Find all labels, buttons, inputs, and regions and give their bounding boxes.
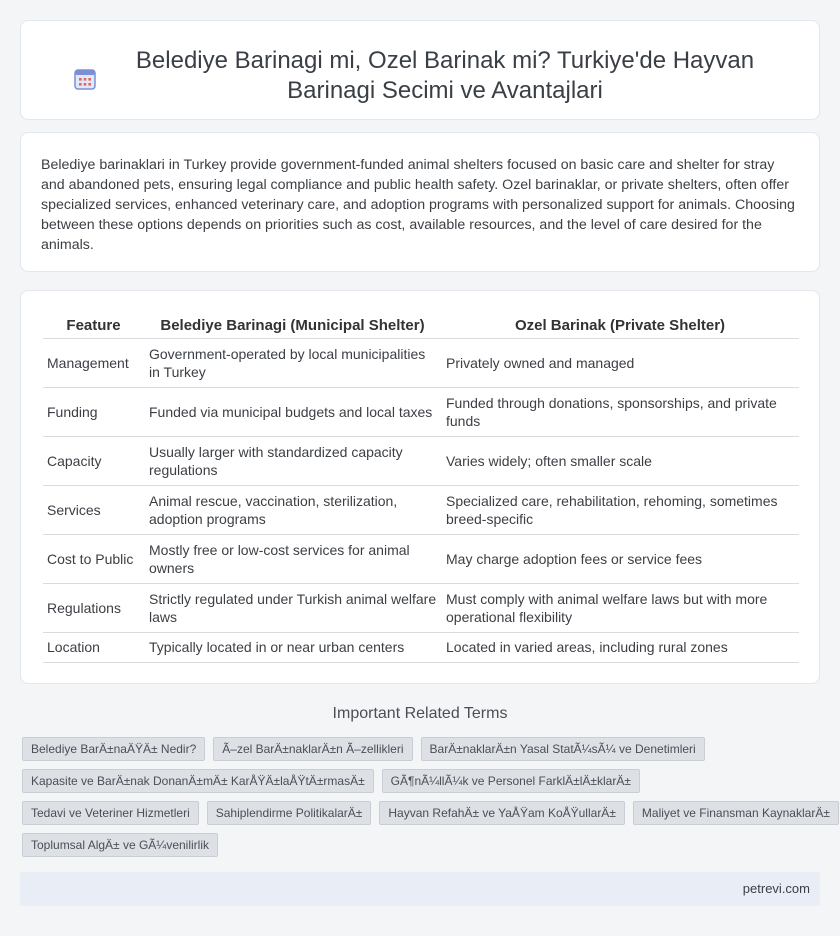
table-row — [43, 338, 799, 387]
feature-cell: Management — [43, 338, 144, 387]
related-term-tag[interactable]: Maliyet ve Finansman KaynaklarÄ± — [633, 801, 839, 825]
municipal-cell: Usually larger with standardized capacity regulations — [144, 436, 441, 485]
municipal-cell: Government-operated by local municipalities in Turkey — [144, 338, 441, 387]
feature-cell: Capacity — [43, 436, 144, 485]
feature-cell: Location — [43, 632, 144, 662]
tag-row — [22, 769, 822, 793]
private-cell: Specialized care, rehabilitation, rehoming, sometimes breed-specific — [441, 485, 799, 534]
table-row — [43, 436, 799, 485]
footer-site-name: petrevi.com — [742, 881, 810, 896]
intro-card — [20, 132, 820, 272]
tag-row — [22, 737, 822, 761]
table-header-row — [43, 313, 799, 338]
table-row — [43, 583, 799, 632]
related-terms-heading: Important Related Terms — [332, 705, 508, 722]
table-row — [43, 387, 799, 436]
tag-row — [22, 833, 822, 857]
related-term-tag[interactable]: BarÄ±naklarÄ±n Yasal StatÃ¼sÃ¼ ve Denetimleri — [421, 737, 705, 761]
related-term-tag[interactable]: Ã–zel BarÄ±naklarÄ±n Ã–zellikleri — [213, 737, 412, 761]
page-title: Belediye Barinagi mi, Ozel Barinak mi? Turkiye'de Hayvan Barinagi Secimi ve Avantajlari — [135, 47, 755, 104]
municipal-cell: Mostly free or low-cost services for animal owners — [144, 534, 441, 583]
feature-cell: Funding — [43, 387, 144, 436]
related-term-tag[interactable]: Kapasite ve BarÄ±nak DonanÄ±mÄ± KarÅŸÄ±laÅŸtÄ±rmasÄ± — [22, 769, 374, 793]
tag-row — [22, 801, 830, 825]
footer-bar — [20, 872, 820, 906]
column-header-private: Ozel Barinak (Private Shelter) — [441, 313, 799, 338]
related-term-tag[interactable]: GÃ¶nÃ¼llÃ¼k ve Personel FarklÄ±lÄ±klarÄ± — [382, 769, 640, 793]
intro-paragraph: Belediye barinaklari in Turkey provide government-funded animal shelters focused on basic care and shelter for stray and abandoned pets, ensuring legal compliance and public health safety. Ozel barinaklar, or private shelters, often offer specialized services, enhanced veterinary care, and adoption programs with personalized support for animals. Choosing between these options depends on priorities such as cost, available resources, and the level of care desired for the animals. — [41, 157, 795, 253]
table-row — [43, 485, 799, 534]
related-term-tag[interactable]: Hayvan RefahÄ± ve YaÅŸam KoÅŸullarÄ± — [379, 801, 625, 825]
private-cell: Located in varied areas, including rural zones — [441, 632, 799, 662]
feature-cell: Services — [43, 485, 144, 534]
related-term-tag[interactable]: Tedavi ve Veteriner Hizmetleri — [22, 801, 199, 825]
municipal-cell: Funded via municipal budgets and local taxes — [144, 387, 441, 436]
title-card — [20, 20, 820, 120]
private-cell: May charge adoption fees or service fees — [441, 534, 799, 583]
municipal-cell: Typically located in or near urban centers — [144, 632, 441, 662]
related-term-tag[interactable]: Toplumsal AlgÄ± ve GÃ¼venilirlik — [22, 833, 218, 857]
feature-cell: Cost to Public — [43, 534, 144, 583]
related-term-tag[interactable]: Belediye BarÄ±naÄŸÄ± Nedir? — [22, 737, 205, 761]
feature-cell: Regulations — [43, 583, 144, 632]
private-cell: Must comply with animal welfare laws but with more operational flexibility — [441, 583, 799, 632]
comparison-table — [43, 313, 799, 663]
private-cell: Privately owned and managed — [441, 338, 799, 387]
table-row — [43, 534, 799, 583]
private-cell: Funded through donations, sponsorships, and private funds — [441, 387, 799, 436]
comparison-table-card — [20, 290, 820, 684]
table-row — [43, 632, 799, 662]
related-term-tag[interactable]: Sahiplendirme PolitikalarÄ± — [207, 801, 372, 825]
municipal-cell: Strictly regulated under Turkish animal welfare laws — [144, 583, 441, 632]
municipal-cell: Animal rescue, vaccination, sterilization, adoption programs — [144, 485, 441, 534]
private-cell: Varies widely; often smaller scale — [441, 436, 799, 485]
related-terms-list — [22, 737, 830, 865]
column-header-feature: Feature — [43, 313, 144, 338]
column-header-municipal: Belediye Barinagi (Municipal Shelter) — [144, 313, 441, 338]
